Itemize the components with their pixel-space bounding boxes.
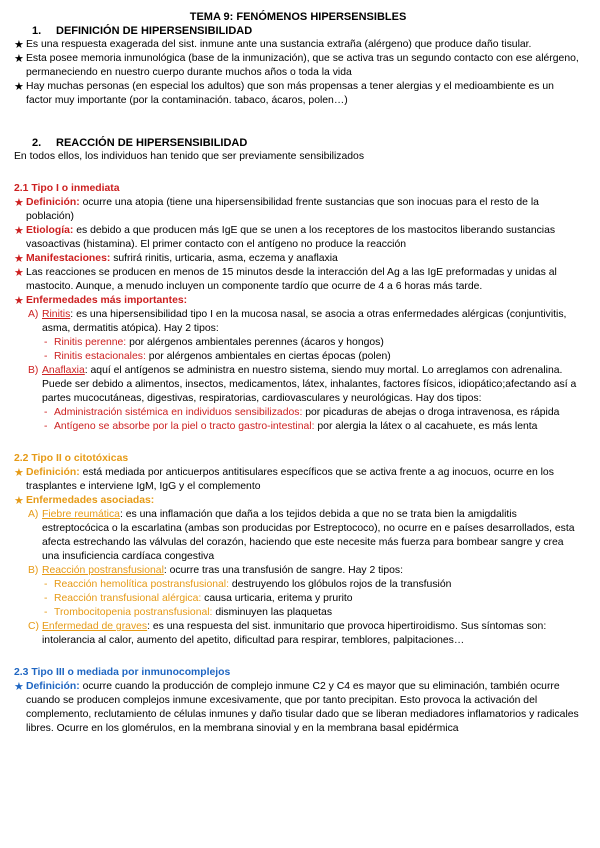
t1-manifestaciones-label: Manifestaciones: — [26, 253, 111, 264]
t2-b-sub-3-text: disminuyen las plaquetas — [212, 607, 333, 618]
item-letter: A) — [28, 509, 39, 520]
t1-item-a — [14, 308, 582, 336]
t1-enfermedades-label: Enfermedades más importantes: — [26, 295, 188, 306]
t1-b-sub-1-text: por picaduras de abejas o droga intravenosa, es rápida — [302, 407, 560, 418]
t1-b-name: Anaflaxia — [42, 365, 85, 376]
section-2-number: 2. — [32, 137, 42, 149]
t1-a-sub-1-text: por alérgenos ambientales perennes (ácaros y hongos) — [126, 337, 384, 348]
tipo-2-title: 2.2 Tipo II o citotóxicas — [14, 453, 129, 464]
t1-manifestaciones — [14, 252, 582, 266]
section-1-heading-text: DEFINICIÓN DE HIPERSENSIBILIDAD — [56, 25, 253, 37]
star-icon: ★ — [14, 53, 24, 65]
t1-b-text: : aquí el antígenos se administra en nuestro sistema, siendo muy mortal. Lo arreglamos con adrenalina. Puede ser debido a alimentos, insectos, medicamentos, látex, inhalantes, factores físicos, idiopático;afectando así a partes mucocutáneas, digestivas, respiratorias, cardiovasculares y neurológicas. Hay dos tipos: — [42, 365, 577, 404]
t1-manifestaciones-text: sufrirá rinitis, urticaria, asma, eczema y anaflaxia — [110, 253, 338, 264]
t1-a-sub-2-text: por alérgenos ambientales en ciertas épocas (polen) — [145, 351, 391, 362]
t1-definicion-label: Definición: — [26, 197, 80, 208]
t1-b-sub-1-name: Administración sistémica en individuos sensibilizados: — [54, 407, 303, 418]
t2-b-sub-1-name: Reacción hemolítica postransfusional: — [54, 579, 230, 590]
t2-enfermedades-label: Enfermedades asociadas: — [26, 495, 155, 506]
t2-item-c — [14, 620, 582, 648]
s1-bullet-2 — [14, 52, 582, 80]
t1-b-sub-2-name: Antígeno se absorbe por la piel o tracto gastro-intestinal: — [54, 421, 315, 432]
t2-a-name: Fiebre reumática — [42, 509, 120, 520]
star-icon: ★ — [14, 681, 24, 693]
t1-b-sub-2-text: por alergia la látex o al cacahuete, es más lenta — [314, 421, 538, 432]
star-icon: ★ — [14, 81, 24, 93]
t2-b-sub-2-name: Reacción transfusional alérgica: — [54, 593, 202, 604]
star-icon: ★ — [14, 495, 24, 507]
t2-enfermedades — [14, 494, 582, 508]
t2-definicion-label: Definición: — [26, 467, 80, 478]
t2-b-sub-1: - Reacción hemolítica postransfusional: destruyendo los glóbulos rojos de la transfusión — [44, 579, 452, 590]
t1-a-text: : es una hipersensibilidad tipo I en la mucosa nasal, se asocia a otras enfermedades alérgicas (conjuntivitis, asma, dermatitis atópica). Hay 2 tipos: — [42, 309, 567, 334]
t2-a-text: : es una inflamación que daña a los tejidos debida a que no se trata bien la amigdalitis estreptocócica o la escarlatina (ambas son producidas por Estreptococo), no ocurre en e países desarrollados, esta afecta estrechando las válvulas del corazón, haciendo que este necesite más fuerza para bombear sangre y crea una insuficiencia cardíaca congestiva — [42, 509, 575, 562]
star-icon: ★ — [14, 253, 24, 265]
document-page — [14, 10, 582, 736]
s1-bullet-1 — [14, 38, 582, 52]
star-icon: ★ — [14, 225, 24, 237]
t1-definicion-text: ocurre una atopia (tiene una hipersensibilidad frente sustancias que son inocuas para el resto de la población) — [26, 197, 539, 222]
t3-definicion-text: ocurre cuando la producción de complejo inmune C2 y C4 es mayor que su eliminación, también ocurre cuando se producen complejos inmune excesivamente, que por tanto precipitan. Esto provoca la activación del complemento, reclutamiento de células inmunes y daño tisular dado que se liberan mediadores inflamatorios y radicales libres. Ocurre en los glomérulos, en la membrana sinovial y en la membrana basal epidérmica — [26, 681, 579, 734]
t1-a-sub-1-name: Rinitis perenne: — [54, 337, 127, 348]
s1-bullet-3 — [14, 80, 582, 108]
t1-etiologia — [14, 224, 582, 252]
s1-bullet-text: Es una respuesta exagerada del sist. inmune ante una sustancia extraña (alérgeno) que produce daño tisular. — [26, 39, 532, 50]
section-2-heading-text: REACCIÓN DE HIPERSENSIBILIDAD — [56, 137, 248, 149]
t1-a-sub-2: - Rinitis estacionales: por alérgenos ambientales en ciertas épocas (polen) — [44, 351, 391, 362]
t3-definicion-label: Definición: — [26, 681, 80, 692]
s1-bullet-text: Hay muchas personas (en especial los adultos) que son más propensas a tener alergias y el medioambiente es un factor muy importante (por la contaminación. tabaco, ácaros, polen…) — [26, 81, 554, 106]
t1-b-sub-1: - Administración sistémica en individuos sensibilizados: por picaduras de abejas o droga intravenosa, es rápida — [44, 407, 560, 418]
star-icon: ★ — [14, 267, 24, 279]
section-2-heading — [14, 136, 582, 150]
star-icon: ★ — [14, 39, 24, 51]
t2-c-text: : es una respuesta del sist. inmunitario que provoca hipertiroidismo. Sus síntomas son: intolerancia al calor, aumento del apetito, dificultad para respirar, temblores, palpitaciones… — [42, 621, 547, 646]
tipo-3-title: 2.3 Tipo III o mediada por inmunocomplejos — [14, 667, 231, 678]
t3-definicion — [14, 680, 582, 736]
t2-b-sub-3-name: Trombocitopenia postransfusional: — [54, 607, 213, 618]
t2-item-b — [14, 564, 582, 578]
t1-reacciones — [14, 266, 582, 294]
t1-etiologia-text: es debido a que producen más IgE que se unen a los receptores de los mastocitos liberando sustancias vasoactivas (histamina). El primer contacto con el antígeno no produce la reacción — [26, 225, 556, 250]
t2-b-sub-2: - Reacción transfusional alérgica: causa urticaria, eritema y prurito — [44, 593, 353, 604]
star-icon: ★ — [14, 295, 24, 307]
t1-a-name: Rinitis — [42, 309, 71, 320]
t1-b-sub-2: - Antígeno se absorbe por la piel o tracto gastro-intestinal: por alergia la látex o al cacahuete, es más lenta — [44, 421, 538, 432]
t1-a-sub-2-name: Rinitis estacionales: — [54, 351, 146, 362]
star-icon: ★ — [14, 467, 24, 479]
t2-b-sub-3: - Trombocitopenia postransfusional: disminuyen las plaquetas — [44, 607, 333, 618]
section-1-heading — [14, 24, 582, 38]
t1-definicion — [14, 196, 582, 224]
page-title: TEMA 9: FENÓMENOS HIPERSENSIBLES — [189, 11, 407, 23]
item-letter: B) — [28, 365, 39, 376]
s1-bullet-text: Esta posee memoria inmunológica (base de la inmunización), que se activa tras un segundo contacto con ese alérgeno, permaneciendo en nuestro cuerpo durante muchos años o toda la vida — [26, 53, 579, 78]
t2-b-text: : ocurre tras una transfusión de sangre. Hay 2 tipos: — [163, 565, 403, 576]
star-icon: ★ — [14, 197, 24, 209]
t2-definicion-text: está mediada por anticuerpos antitisulares específicos que se activa frente a ag inocuos, ocurre en los trasplantes e interviene IgM, IgG y el complemento — [26, 467, 554, 492]
t1-enfermedades — [14, 294, 582, 308]
item-letter: C) — [28, 621, 39, 632]
t1-a-sub-1: - Rinitis perenne: por alérgenos ambientales perennes (ácaros y hongos) — [44, 337, 384, 348]
t2-c-name: Enfermedad de graves — [42, 621, 148, 632]
t2-b-sub-2-text: causa urticaria, eritema y prurito — [201, 593, 353, 604]
t1-item-b — [14, 364, 582, 406]
t1-etiologia-label: Etiología: — [26, 225, 74, 236]
t2-item-a — [14, 508, 582, 564]
section-1-number: 1. — [32, 25, 42, 37]
tipo-1-title: 2.1 Tipo I o inmediata — [14, 183, 120, 194]
t2-b-name: Reacción postransfusional — [42, 565, 164, 576]
section-2-intro: En todos ellos, los individuos han tenido que ser previamente sensibilizados — [14, 151, 365, 162]
item-letter: A) — [28, 309, 39, 320]
t2-b-sub-1-text: destruyendo los glóbulos rojos de la transfusión — [229, 579, 452, 590]
item-letter: B) — [28, 565, 39, 576]
t2-definicion — [14, 466, 582, 494]
t1-reacciones-text: Las reacciones se producen en menos de 15 minutos desde la interacción del Ag a las IgE preformadas y unidas al mastocito. Aunque, a menudo incluyen un componente tardío que ocurre de 4 a 6 horas más tarde. — [26, 267, 557, 292]
